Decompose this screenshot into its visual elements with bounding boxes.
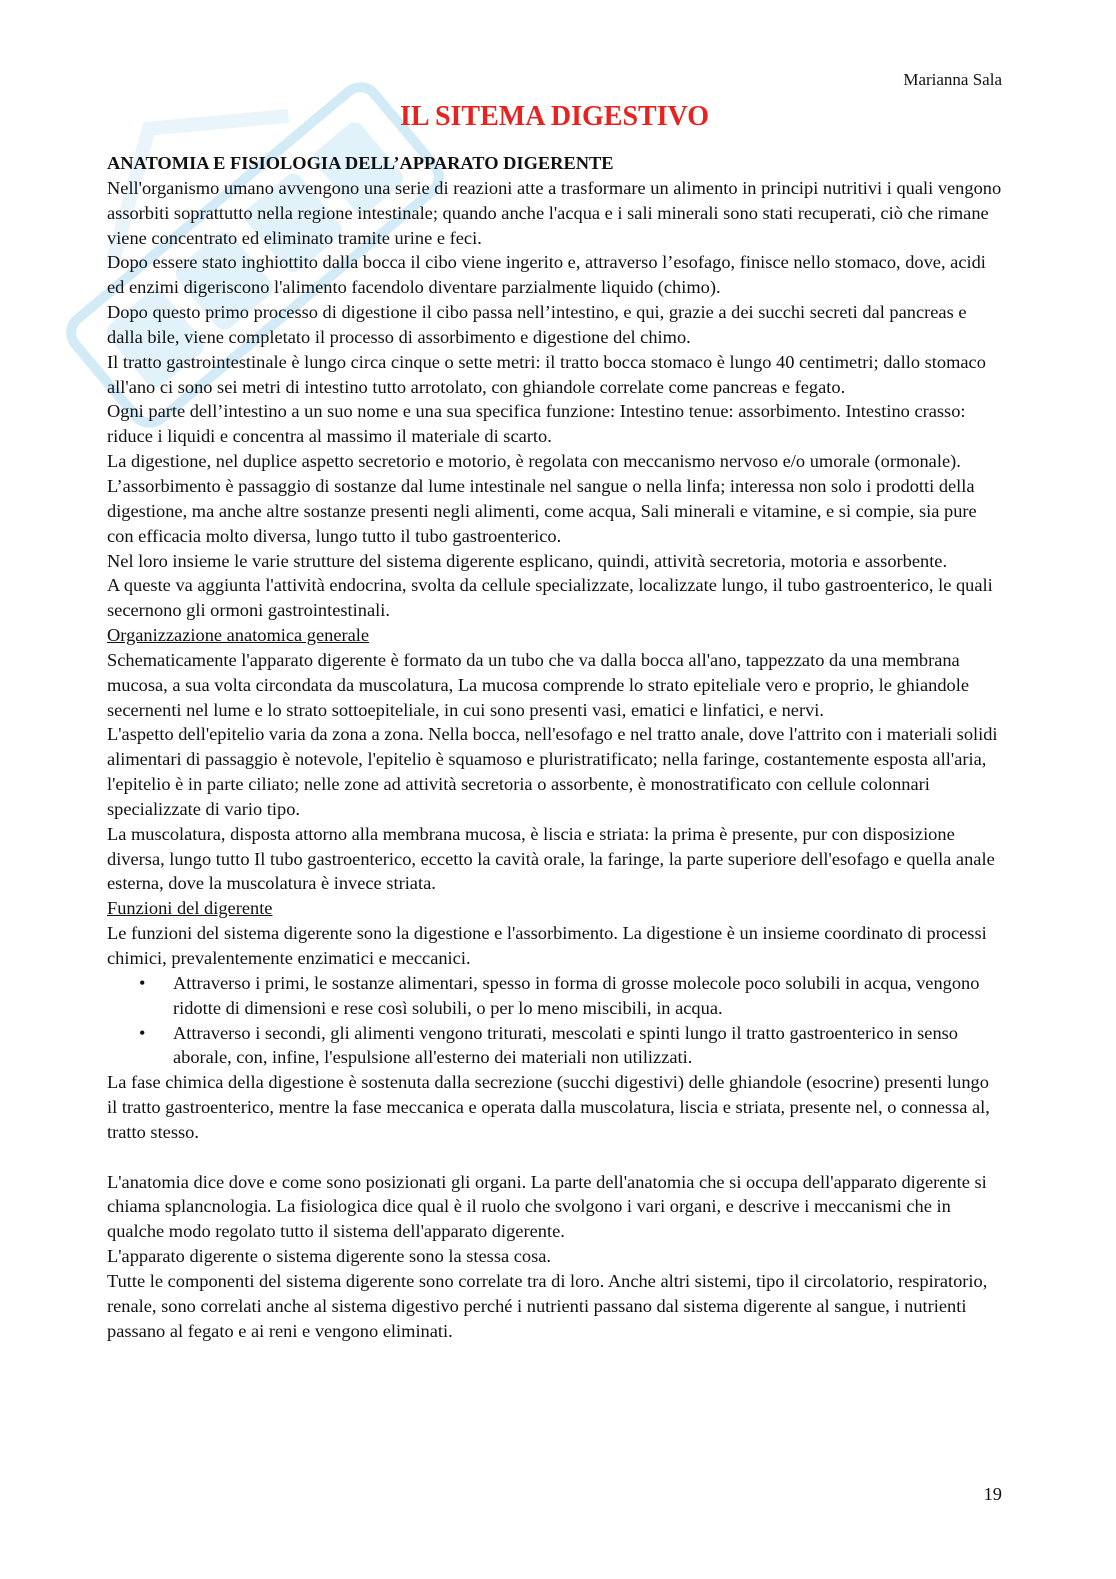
- list-item: [107, 971, 1002, 1021]
- paragraph: Schematicamente l'apparato digerente è formato da un tubo che va dalla bocca all'ano, tappezzato da una membrana mucosa, a sua volta circondata da muscolatura, La mucosa comprende lo strato epiteliale vero e proprio, le ghiandole secernenti nel lume e lo strato sottoepiteliale, in cui sono presenti vasi, ematici e linfatici, e nervi.: [107, 649, 969, 720]
- paragraph: Dopo essere stato inghiottito dalla bocca il cibo viene ingerito e, attraverso l’esofago, finisce nello stomaco, dove, acidi ed enzimi digeriscono l'alimento facendolo diventare parzialmente liquido (chimo).: [107, 252, 986, 298]
- paragraph: A queste va aggiunta l'attività endocrina, svolta da cellule specializzate, localizzate lungo, il tubo gastroenterico, le quali secernono gli ormoni gastrointestinali.: [107, 575, 993, 621]
- paragraph: La digestione, nel duplice aspetto secretorio e motorio, è regolata con meccanismo nervoso e/o umorale (ormonale).: [107, 451, 961, 472]
- functions-heading: Funzioni del digerente: [107, 898, 273, 919]
- document-body: [107, 151, 1002, 1344]
- organization-heading: Organizzazione anatomica generale: [107, 625, 370, 646]
- page-number: 19: [983, 1484, 1002, 1504]
- paragraph: Il tratto gastrointestinale è lungo circa cinque o sette metri: il tratto bocca stomaco è lungo 40 centimetri; dallo stomaco all'ano ci sono sei metri di intestino tutto arrotolato, con ghiandole correlate come pancreas e fegato.: [107, 351, 986, 397]
- paragraph: L'aspetto dell'epitelio varia da zona a zona. Nella bocca, nell'esofago e nel tratto anale, dove l'attrito con i materiali solidi alimentari di passaggio è notevole, l'epitelio è squamoso e pluristratificato; nella faringe, costantemente esposta all'aria, l'epitelio è in parte ciliato; nelle zone ad attività secretoria o assorbente, è monostratificato con cellule colonnari specializzate di vario tipo.: [107, 724, 998, 819]
- paragraph: Nell'organismo umano avvengono una serie di reazioni atte a trasformare un alimento in principi nutritivi i quali vengono assorbiti soprattutto nella regione intestinale; quando anche l'acqua e i sali minerali sono stati recuperati, ciò che rimane viene concentrato ed eliminato tramite urine e feci.: [107, 177, 1002, 248]
- section-heading: ANATOMIA E FISIOLOGIA DELL’APPARATO DIGERENTE: [107, 153, 614, 173]
- bullet-icon: •: [139, 1022, 146, 1043]
- document-page: [107, 0, 1002, 1579]
- paragraph: Tutte le componenti del sistema digerente sono correlate tra di loro. Anche altri sistemi, tipo il circolatorio, respiratorio, renale, sono correlati anche al sistema digestivo perché i nutrienti passano dal sistema digerente al sangue, i nutrienti passano al fegato e ai reni e vengono eliminati.: [107, 1270, 988, 1341]
- list-item-text: Attraverso i primi, le sostanze alimentari, spesso in forma di grosse molecole poco solubili in acqua, vengono ridotte di dimensioni e rese così solubili, o per lo meno miscibili, in acqua.: [173, 972, 980, 1018]
- functions-list: [107, 971, 1002, 1070]
- paragraph: La muscolatura, disposta attorno alla membrana mucosa, è liscia e striata: la prima è presente, pur con disposizione diversa, lungo tutto Il tubo gastroenterico, eccetto la cavità orale, la faringe, la parte superiore dell'esofago e quella anale esterna, dove la muscolatura è invece striata.: [107, 823, 995, 894]
- paragraph: L'anatomia dice dove e come sono posizionati gli organi. La parte dell'anatomia che si occupa dell'apparato digerente si chiama splancnologia. La fisiologica dice qual è il ruolo che svolgono i vari organi, e descrive i meccanismi che in qualche modo regolato tutto il sistema dell'apparato digerente.: [107, 1171, 987, 1242]
- paragraph: La fase chimica della digestione è sostenuta dalla secrezione (succhi digestivi) delle ghiandole (esocrine) presenti lungo il tratto gastroenterico, mentre la fase meccanica e operata dalla muscolatura, liscia e striata, presente nel, o connessa al, tratto stesso.: [107, 1072, 990, 1142]
- author-name: Marianna Sala: [903, 70, 1002, 89]
- bullet-icon: •: [139, 972, 146, 993]
- paragraph: L’assorbimento è passaggio di sostanze dal lume intestinale nel sangue o nella linfa; interessa non solo i prodotti della digestione, ma anche altre sostanze presenti negli alimenti, come acqua, Sali minerali e vitamine, e si compie, sia pure con efficacia molto diversa, lungo tutto il tubo gastroenterico.: [107, 475, 977, 546]
- list-item-text: Attraverso i secondi, gli alimenti vengono triturati, mescolati e spinti lungo il tratto gastroenterico in senso aborale, con, infine, l'espulsione all'esterno dei materiali non utilizzati.: [173, 1022, 959, 1068]
- paragraph: Le funzioni del sistema digerente sono la digestione e l'assorbimento. La digestione è un insieme coordinato di processi chimici, prevalentemente enzimatici e meccanici.: [107, 923, 987, 968]
- paragraph: Dopo questo primo processo di digestione il cibo passa nell’intestino, e qui, grazie a dei succhi secreti dal pancreas e dalla bile, viene completato il processo di assorbimento e digestione del chimo.: [107, 302, 967, 347]
- paragraph: Ogni parte dell’intestino a un suo nome e una sua specifica funzione: Intestino tenue: assorbimento. Intestino crasso: riduce i liquidi e concentra al massimo il materiale di scarto.: [107, 401, 966, 447]
- paragraph: L'apparato digerente o sistema digerente sono la stessa cosa.: [107, 1246, 552, 1267]
- list-item: [107, 1021, 1002, 1071]
- document-title: IL SITEMA DIGESTIVO: [399, 101, 710, 132]
- spacer: [107, 1145, 1002, 1170]
- paragraph: Nel loro insieme le varie strutture del sistema digerente esplicano, quindi, attività secretoria, motoria e assorbente.: [107, 550, 948, 571]
